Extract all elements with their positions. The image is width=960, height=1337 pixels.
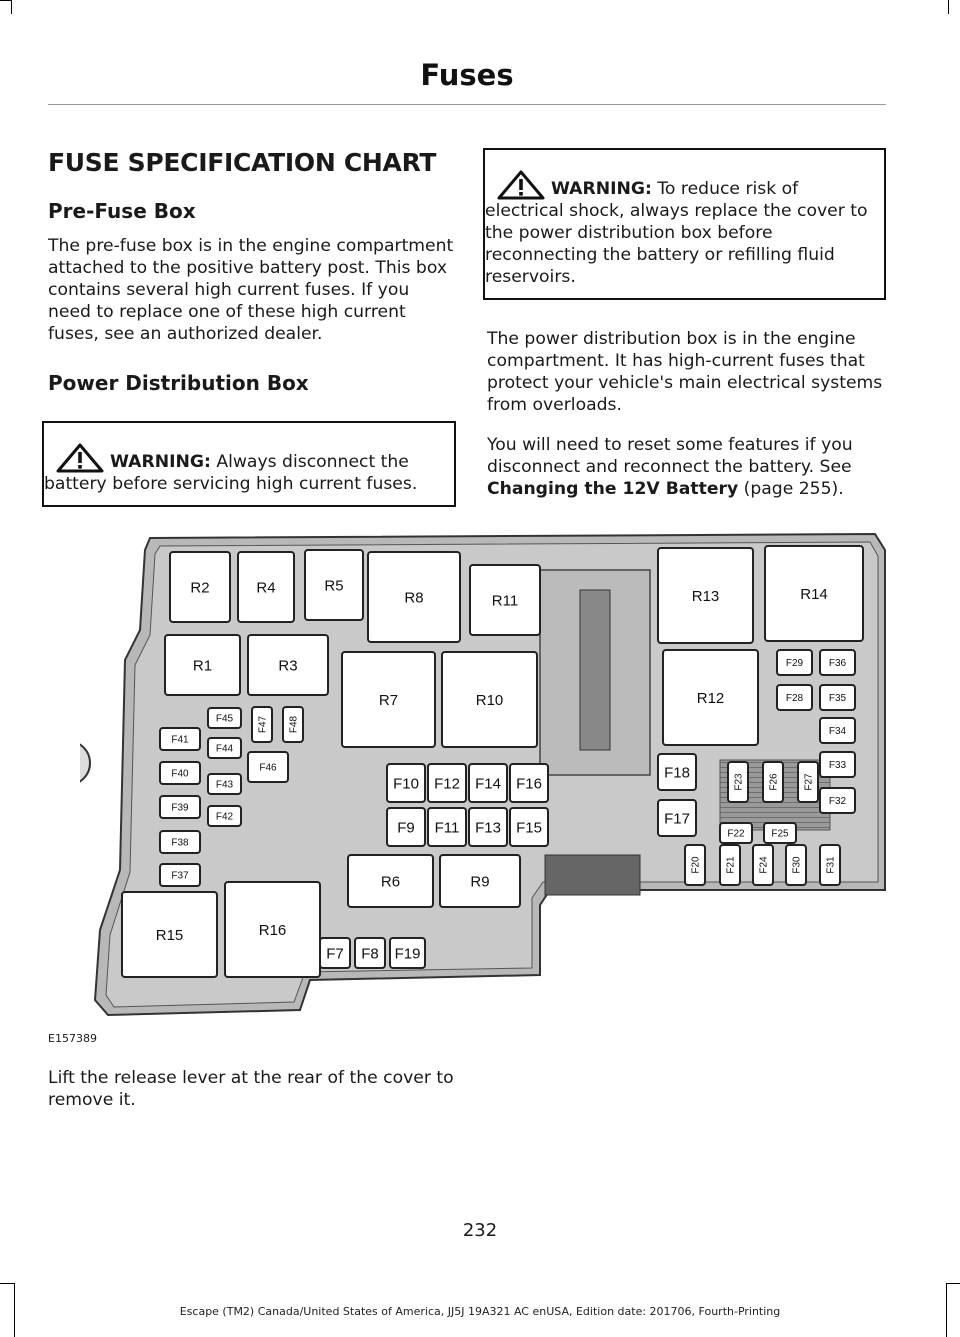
label-f23: F23 (733, 773, 745, 791)
label-r10: R10 (475, 691, 504, 709)
label-f9: F9 (397, 819, 415, 837)
label-r8: R8 (404, 589, 424, 607)
label-f39: F39 (171, 802, 189, 814)
page-number: 232 (462, 1220, 498, 1241)
left-column (44, 148, 456, 535)
label-f16: F16 (516, 775, 542, 793)
battery-link[interactable]: Changing the 12V Battery (487, 479, 739, 499)
warning-triangle-icon (54, 443, 106, 473)
label-f35: F35 (828, 693, 847, 704)
figure-code: E157389 (48, 1032, 97, 1045)
label-f41: F41 (171, 734, 189, 746)
warning-label: WARNING: (551, 179, 652, 199)
label-r12: R12 (696, 689, 725, 707)
pdb-heading: Power Distribution Box (48, 371, 309, 395)
label-f30: F30 (791, 856, 803, 874)
warning-text: To reduce risk of electrical shock, always replace the cover to the power distribution box before reconnecting the battery or refilling fluid reservoirs. (485, 179, 868, 287)
prefuse-text: The pre-fuse box is in the engine compartment attached to the positive battery post. This box contains several high current fuses. If you need to replace one of these high current fuses, see an authorized dealer. (48, 236, 454, 344)
label-f34: F34 (828, 726, 847, 737)
label-f18: F18 (664, 764, 690, 782)
section-title: FUSE SPECIFICATION CHART (48, 148, 437, 177)
label-r9: R9 (470, 873, 490, 891)
label-r2: R2 (190, 579, 210, 597)
warning-box-disconnect (42, 421, 456, 507)
pdb-description: The power distribution box is in the engine compartment. It has high-current fuses that protect your vehicle's main electrical systems from overloads. (487, 329, 883, 415)
label-f20: F20 (690, 856, 702, 874)
right-column (487, 148, 886, 518)
label-f48: F48 (288, 715, 300, 734)
label-f12: F12 (434, 775, 460, 793)
warning-label: WARNING: (110, 452, 211, 472)
label-f36: F36 (828, 658, 847, 669)
label-f46: F46 (259, 762, 277, 774)
label-f7: F7 (326, 945, 344, 963)
label-f37: F37 (171, 870, 189, 882)
label-f27: F27 (803, 773, 815, 791)
label-f15: F15 (516, 819, 542, 837)
label-r11: R11 (491, 592, 519, 610)
label-f11: F11 (434, 819, 460, 837)
label-r3: R3 (278, 657, 298, 675)
label-f19: F19 (394, 945, 421, 963)
label-r5: R5 (324, 577, 344, 595)
label-f26: F26 (768, 773, 780, 791)
label-f45: F45 (215, 713, 234, 725)
label-f42: F42 (215, 811, 234, 823)
label-r1: R1 (192, 657, 213, 675)
page-ref: (page 255). (743, 479, 844, 499)
label-r4: R4 (256, 579, 276, 597)
label-f25: F25 (771, 828, 789, 840)
label-f28: F28 (785, 693, 804, 704)
release-lever-instruction: Lift the release lever at the rear of the cover to remove it. (48, 1068, 454, 1110)
label-f22: F22 (727, 828, 745, 840)
label-r16: R16 (258, 921, 287, 939)
label-f32: F32 (828, 796, 847, 807)
label-f47: F47 (257, 715, 269, 734)
crop-mark (0, 0, 11, 1)
label-r13: R13 (691, 587, 720, 605)
label-f21: F21 (725, 856, 737, 874)
label-f10: F10 (393, 775, 419, 793)
instruction-block (48, 1067, 456, 1129)
label-f29: F29 (785, 658, 804, 669)
fuse-box-diagram (80, 510, 890, 1040)
prefuse-heading: Pre-Fuse Box (48, 199, 196, 223)
page-header: Fuses (420, 58, 514, 92)
label-f8: F8 (361, 945, 379, 963)
crop-mark (0, 1283, 14, 1284)
label-f40: F40 (171, 768, 189, 780)
label-r7: R7 (378, 691, 399, 709)
reset-note (487, 434, 886, 500)
label-f13: F13 (475, 819, 501, 837)
label-r15: R15 (155, 926, 184, 944)
label-f31: F31 (825, 856, 837, 874)
reset-note-text: You will need to reset some features if you disconnect and reconnect the battery. See (487, 435, 853, 477)
header-rule (48, 104, 886, 105)
label-r14: R14 (800, 585, 828, 603)
crop-mark (946, 1283, 960, 1284)
crop-mark (11, 0, 12, 14)
mounting-bolt-icon (80, 741, 90, 785)
label-f14: F14 (475, 775, 501, 793)
bottom-slot (545, 855, 640, 895)
warning-box-cover (483, 148, 886, 300)
label-f17: F17 (664, 810, 690, 828)
page-footer: Escape (TM2) Canada/United States of America, JJ5J 19A321 AC enUSA, Edition date: 201706, Fourth-Printing (179, 1305, 781, 1318)
label-r6: R6 (380, 873, 401, 891)
warning-text: Always disconnect the battery before servicing high current fuses. (44, 452, 418, 494)
warning-triangle-icon (495, 170, 547, 200)
label-f24: F24 (758, 856, 770, 874)
label-f33: F33 (828, 760, 847, 771)
label-f38: F38 (171, 837, 189, 849)
crop-mark (948, 0, 949, 14)
label-f43: F43 (215, 779, 234, 791)
connector-comb (580, 590, 610, 750)
label-f44: F44 (215, 743, 234, 755)
